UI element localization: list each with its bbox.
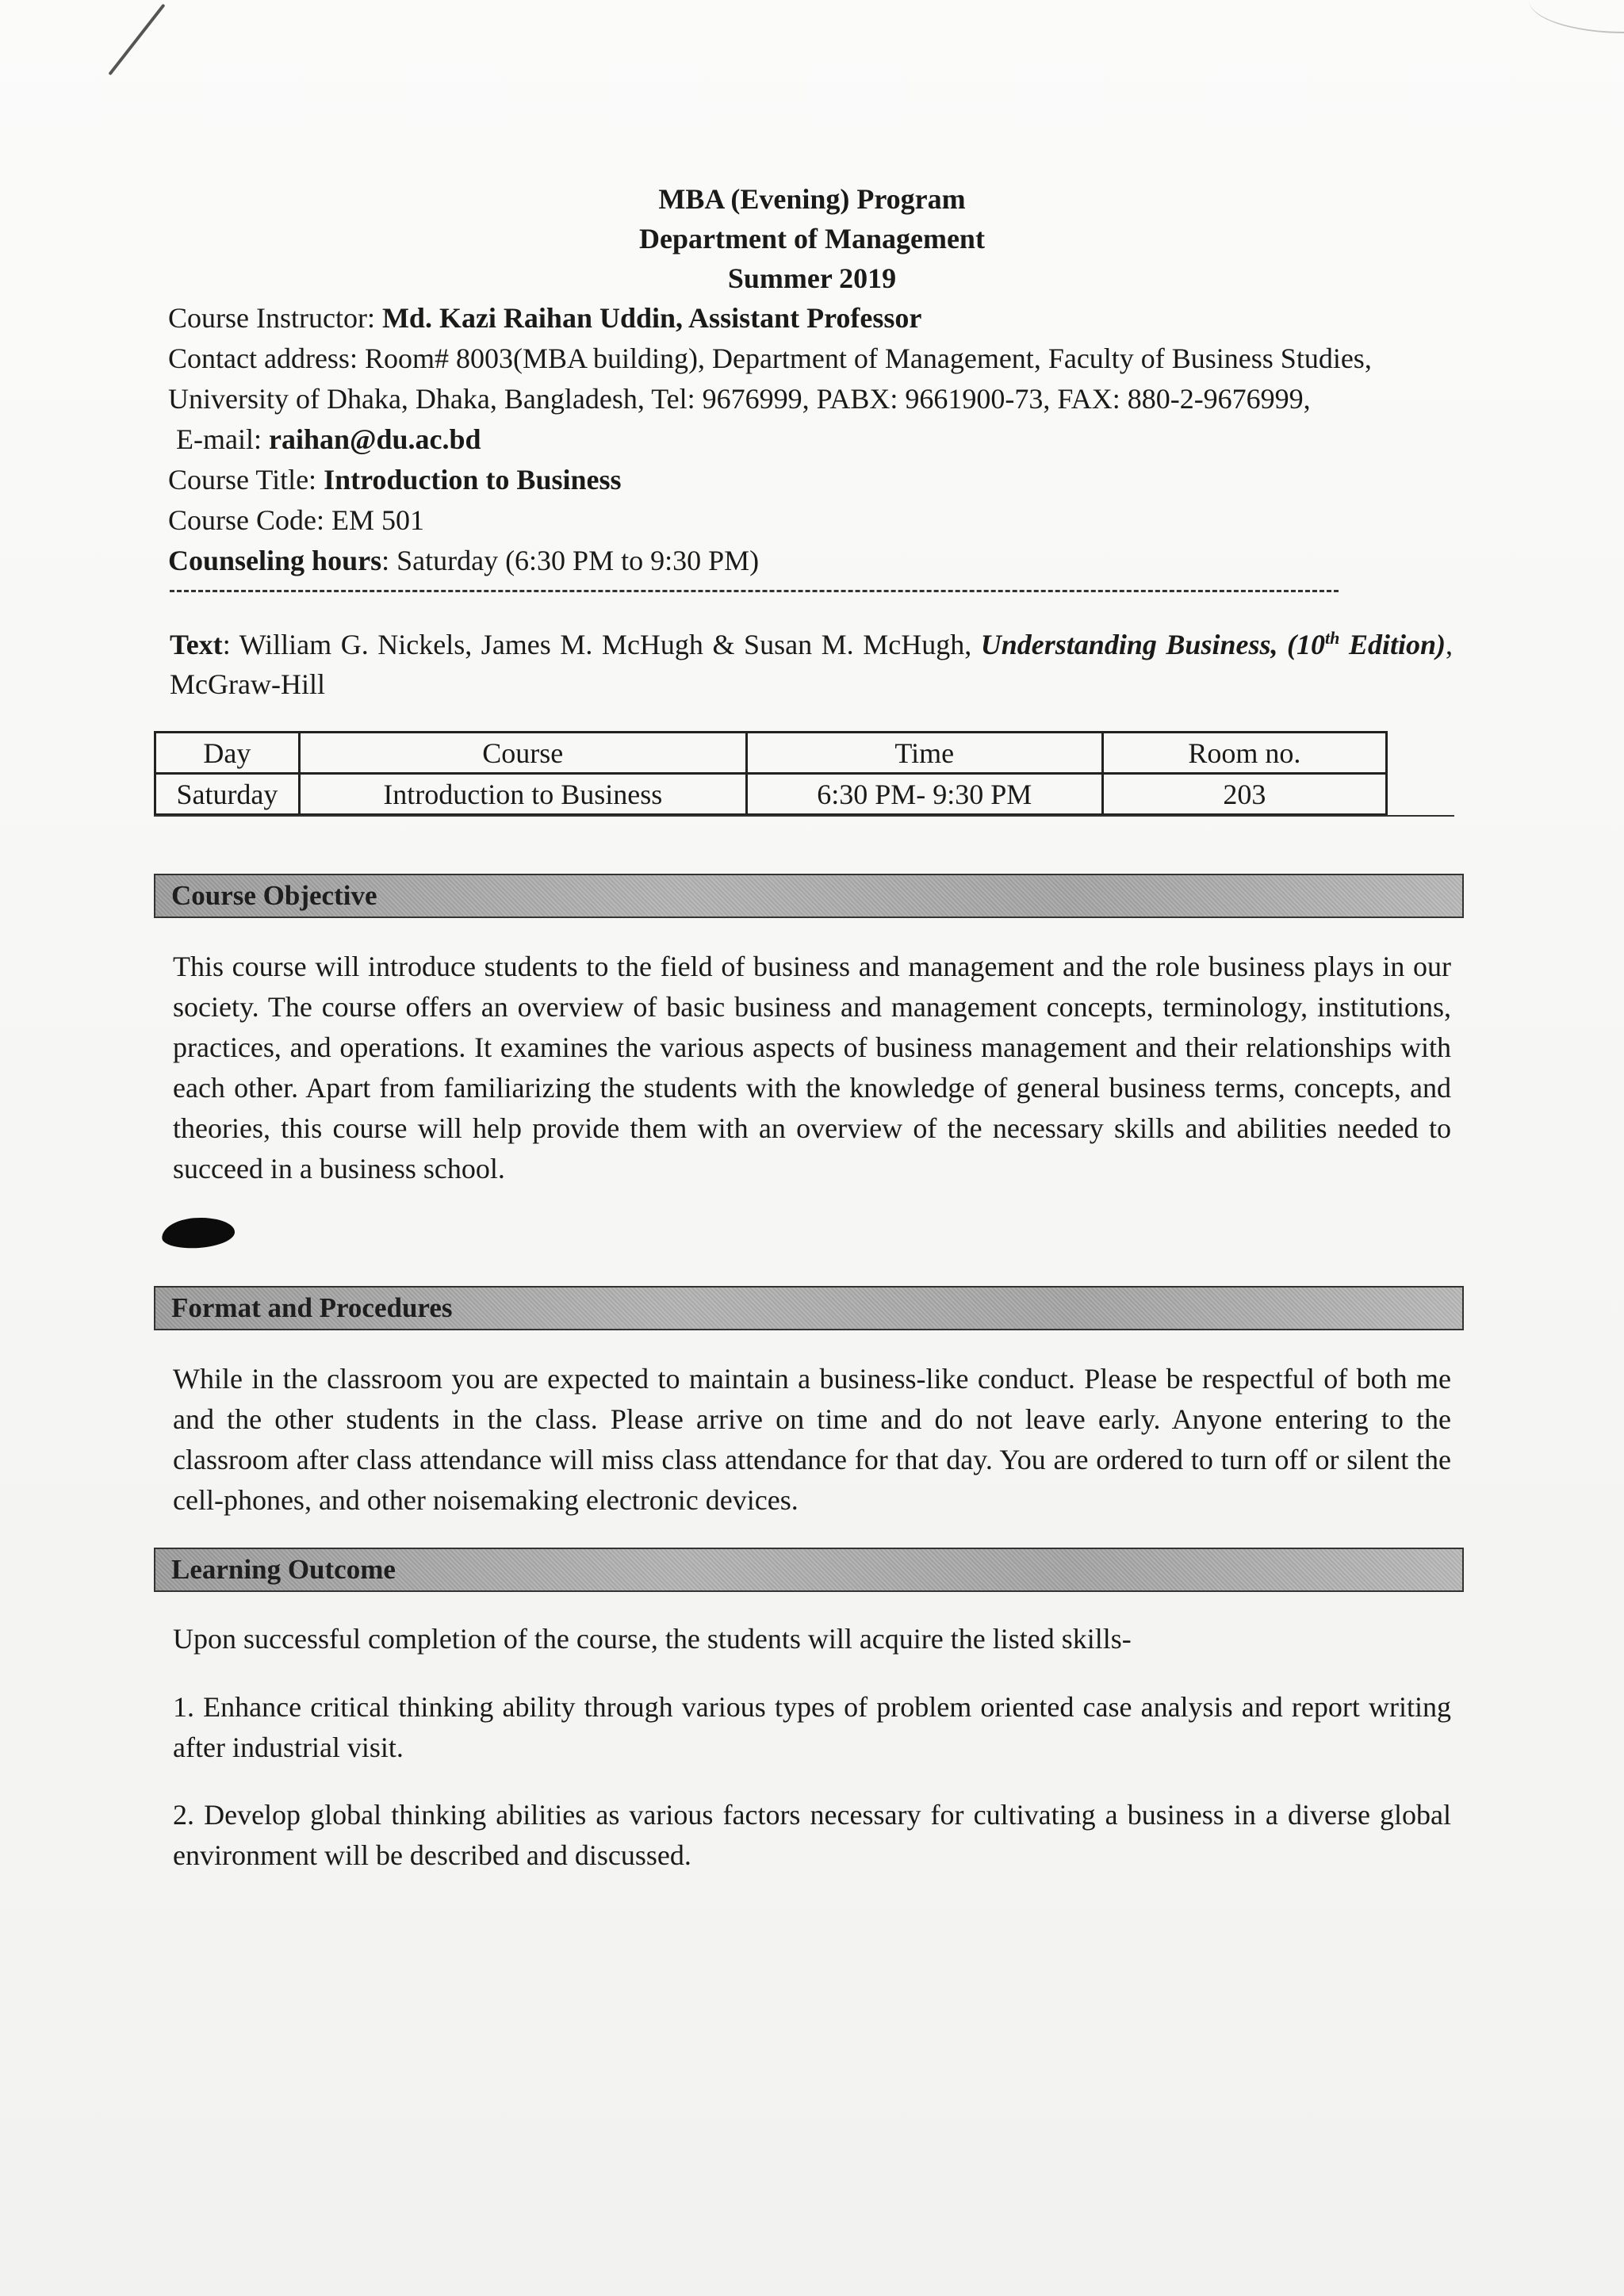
table-underline [154,815,1454,817]
counseling-label: Counseling hours [168,545,382,576]
page-corner-curl [1529,0,1624,33]
text-edition-superscript: th [1325,628,1340,648]
schedule-cell: 203 [1102,774,1386,815]
schedule-table [154,731,1388,816]
format-procedures-heading: Format and Procedures [171,1292,453,1323]
counseling-line [168,541,1469,581]
counseling-value: : Saturday (6:30 PM to 9:30 PM) [381,545,760,576]
department-title: Department of Management [639,223,985,254]
schedule-cell: 6:30 PM- 9:30 PM [746,774,1102,815]
email-line [168,419,1469,460]
instructor-line [168,298,1469,339]
schedule-header-cell: Time [746,733,1102,774]
course-title-value: Introduction to Business [324,464,622,496]
learning-outcome-heading-bar [154,1548,1464,1592]
course-objective-text: This course will introduce students to the field of business and management and the role business plays in our society. The course offers an overview of basic business and management concepts, terminology, institutions, practices, and operations. It examines the various aspects of business management and their relationships with each other. Apart from familiarizing the students with the knowledge of general business terms, concepts, and theories, this course will help provide them with an overview of the necessary skills and abilities needed to succeed in a business school. [173,951,1451,1184]
email-label: E-mail: [176,423,269,455]
schedule-cell: Introduction to Business [299,774,746,815]
course-objective-heading-bar [154,874,1464,918]
contact-line-1: Contact address: Room# 8003(MBA building), Department of Management, Faculty of Business Studies, [168,342,1372,374]
instructor-label: Course Instructor: [168,302,382,334]
format-procedures-heading-bar [154,1286,1464,1330]
schedule-header-cell: Day [155,733,300,774]
course-objective-heading: Course Objective [171,880,377,911]
text-edition-end: Edition) [1348,629,1446,660]
schedule-header-row [155,733,1387,774]
staple-mark [108,4,165,76]
textbook-reference [170,618,1453,704]
program-title: MBA (Evening) Program [658,183,966,215]
schedule-header-cell: Room no. [1102,733,1386,774]
text-authors: : William G. Nickels, James M. McHugh & Susan M. McHugh, [222,629,981,660]
schedule-header-cell: Course [299,733,746,774]
format-procedures-text: While in the classroom you are expected to maintain a business-like conduct. Please be respectful of both me and the other students in the class. Please arrive on time and do not leave early. Anyone entering to the classroom after class attendance will miss class attendance for that day. You are ordered to turn off or silent the cell-phones, and other noisemaking electronic devices. [173,1363,1451,1516]
document-header [0,179,1624,298]
text-publisher: , McGraw-Hill [170,629,1454,700]
course-info [168,298,1469,581]
term-title: Summer 2019 [727,262,897,294]
learning-outcome-item-2: 2. Develop global thinking abilities as various factors necessary for cultivating a business in a diverse global environment will be described and discussed. [173,1799,1451,1871]
learning-outcome-heading: Learning Outcome [171,1554,396,1585]
dashed-divider [170,590,1339,592]
course-code-line: Course Code: EM 501 [168,504,424,536]
course-title-label: Course Title: [168,464,324,496]
text-label: Text [170,629,223,660]
learning-outcome-intro: Upon successful completion of the course, the students will acquire the listed skills- [173,1623,1132,1655]
schedule-row [155,774,1387,815]
ink-blot [161,1215,236,1250]
contact-line-2: University of Dhaka, Dhaka, Bangladesh, Tel: 9676999, PABX: 9661900-73, FAX: 880-2-9676999, [168,383,1311,415]
schedule-cell: Saturday [155,774,300,815]
text-book-title: Understanding Business, (10 [980,629,1326,660]
instructor-value: Md. Kazi Raihan Uddin, Assistant Professor [381,302,922,334]
email-value: raihan@du.ac.bd [268,423,481,455]
learning-outcome-item-1: 1. Enhance critical thinking ability through various types of problem oriented case analysis and report writing after industrial visit. [173,1691,1451,1763]
course-title-line [168,460,1469,500]
